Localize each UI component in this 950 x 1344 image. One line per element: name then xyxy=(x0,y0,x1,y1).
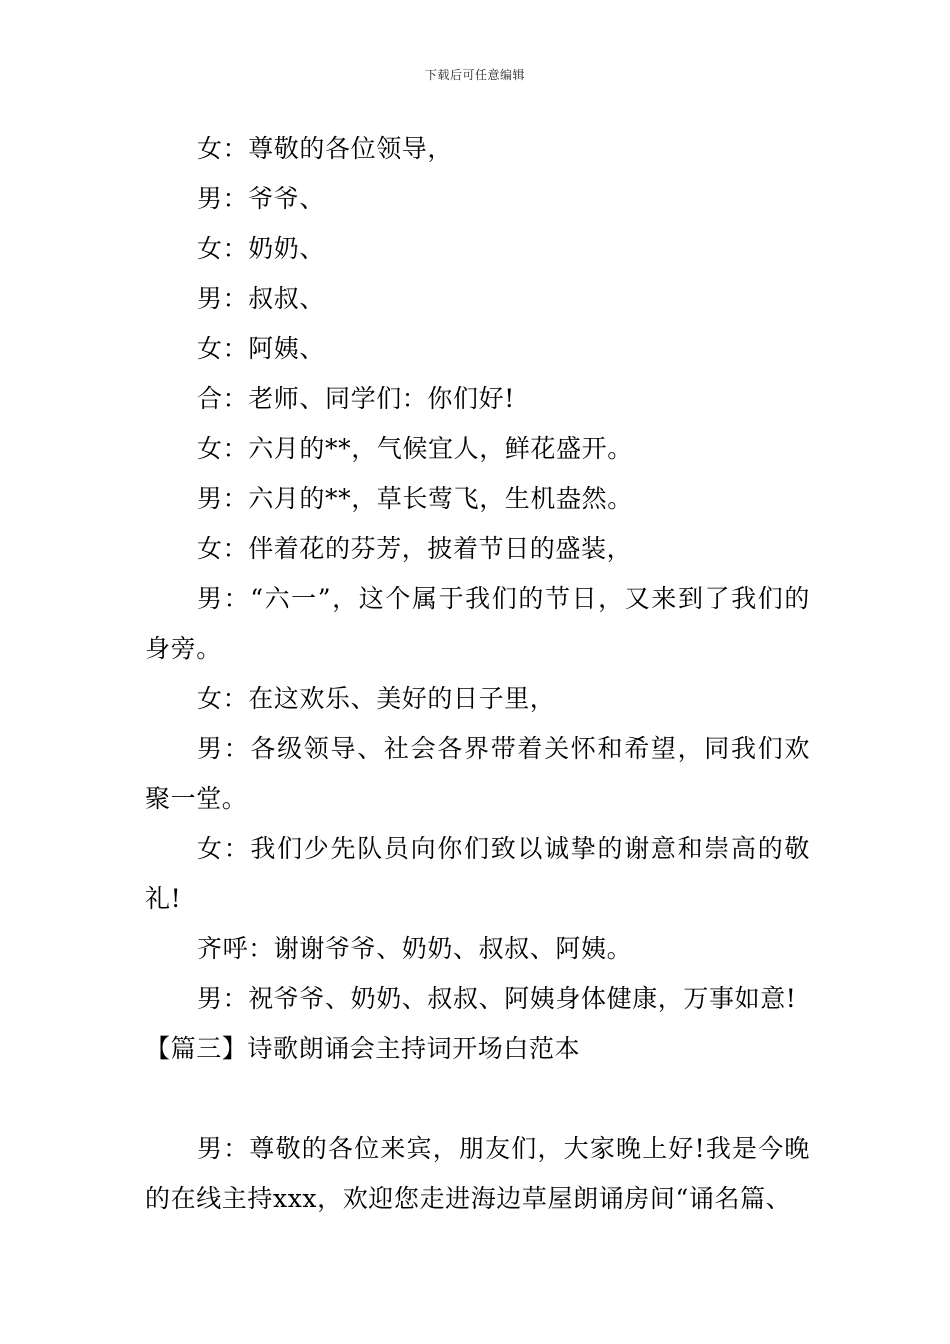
document-body xyxy=(145,124,810,1224)
text-line: 女：阿姨、 xyxy=(197,334,326,363)
text-line: 女：六月的**，气候宜人，鲜花盛开。 xyxy=(197,434,633,463)
text-line: 女：在这欢乐、美好的日子里， xyxy=(197,684,556,713)
text-line: 男：各级领导、社会各界带着关怀和希望，同我们欢聚一堂。 xyxy=(145,734,810,813)
blank-line xyxy=(145,1074,810,1124)
text-line: 男：尊敬的各位来宾，朋友们，大家晚上好!我是今晚的在线主持xxx，欢迎您走进海边草屋朗诵房间“诵名篇、 xyxy=(145,1134,810,1213)
text-line: 女：伴着花的芬芳，披着节日的盛装， xyxy=(197,534,633,563)
text-line: 齐呼：谢谢爷爷、奶奶、叔叔、阿姨。 xyxy=(197,934,633,963)
text-line: 男：六月的**，草长莺飞，生机盎然。 xyxy=(197,484,633,513)
text-line: 女：我们少先队员向你们致以诚挚的谢意和崇高的敬礼! xyxy=(145,834,810,913)
text-line: 男：祝爷爷、奶奶、叔叔、阿姨身体健康，万事如意! xyxy=(197,984,797,1013)
text-line: 女：奶奶、 xyxy=(197,234,326,263)
section-heading: 【篇三】诗歌朗诵会主持词开场白范本 xyxy=(145,1034,581,1063)
text-line: 男：“六一”，这个属于我们的节日，又来到了我们的身旁。 xyxy=(145,584,810,663)
text-line: 合：老师、同学们：你们好! xyxy=(197,384,515,413)
text-line: 男：爷爷、 xyxy=(197,184,326,213)
text-line: 男：叔叔、 xyxy=(197,284,326,313)
header-note: 下载后可任意编辑 xyxy=(424,68,525,82)
text-line: 女：尊敬的各位领导， xyxy=(197,134,454,163)
